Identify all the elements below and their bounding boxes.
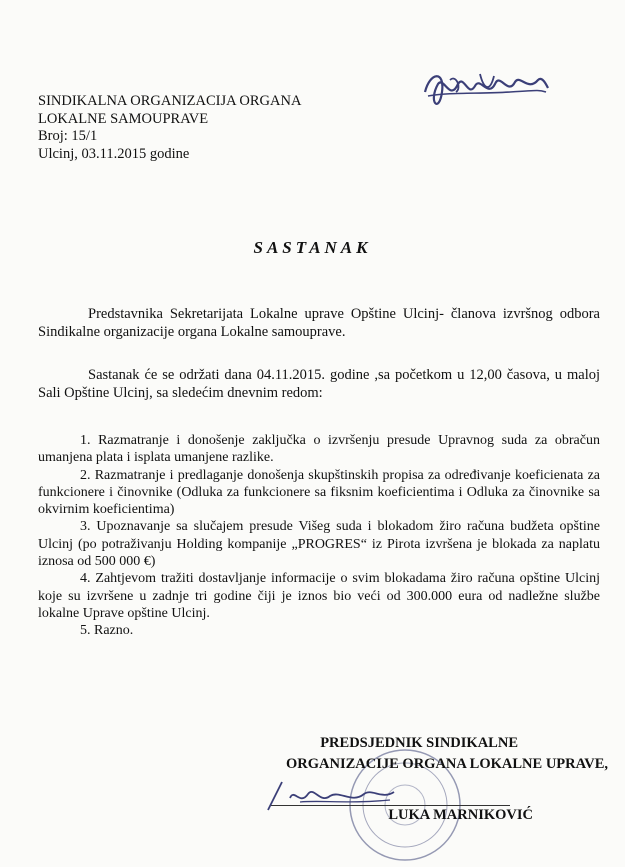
signatory-title-line1: PREDSJEDNIK SINDIKALNE (320, 735, 518, 751)
document-title: SASTANAK (253, 238, 372, 257)
meeting-paragraph (38, 366, 600, 402)
agenda-item: 3. Upoznavanje sa slučajem presude Višeg suda i blokadom žiro računa budžeta opštine Ulcinj (po potraživanju Holding kompanije „PROGRES“ iz Pirota izvršena je blokada za naplatu iznosa od 500 000 €) (38, 519, 600, 570)
handwritten-signature-top (420, 62, 550, 112)
meeting-text: Sastanak će se održati dana 04.11.2015. godine ,sa početkom u 12,00 časova, u maloj Sali Opštine Ulcinj, sa sledećim dnevnim redom: (38, 367, 600, 401)
agenda-item: 1. Razmatranje i donošenje zaključka o izvršenju presude Upravnog suda za obračun umanjena plata i isplata umanjene razlike. (38, 433, 600, 466)
org-name-line2: LOKALNE SAMOUPRAVE (38, 110, 209, 127)
agenda-list (38, 432, 600, 640)
intro-text: Predstavnika Sekretarijata Lokalne uprave Opštine Ulcinj- članova izvršnog odbora Sindikalne organizacije organa Lokalne samouprave. (38, 306, 600, 340)
letterhead (38, 93, 301, 163)
agenda-item: 4. Zahtjevom tražiti dostavljanje informacije o svim blokadama žiro računa opštine Ulcinj koje su izvršene u zadnje tri godine čiji je iznos bio veći od 300.000 eura od nadležne službe lokalne Uprave opštine Ulcinj. (38, 571, 600, 621)
document-number: Broj: 15/1 (38, 128, 98, 144)
place-date: Ulcinj, 03.11.2015 godine (38, 145, 190, 162)
signatory-name: LUKA MARNIKOVIĆ (388, 807, 533, 823)
agenda-item: 5. Razno. (80, 623, 134, 639)
intro-paragraph (38, 305, 600, 341)
handwritten-signature-bottom (260, 770, 400, 820)
agenda-item: 2. Razmatranje i predlaganje donošenja skupštinskih propisa za određivanje koeficienata za funkcionere i činovnike (Odluka za funkcionere sa fiksnim koeficientima i Odluka za činovnike sa okvirnim koeficientima) (38, 467, 600, 518)
signatory-title-line2: ORGANIZACIJE ORGANA LOKALNE UPRAVE, (286, 756, 608, 772)
org-name-line1: SINDIKALNA ORGANIZACIJA ORGANA (38, 93, 302, 109)
